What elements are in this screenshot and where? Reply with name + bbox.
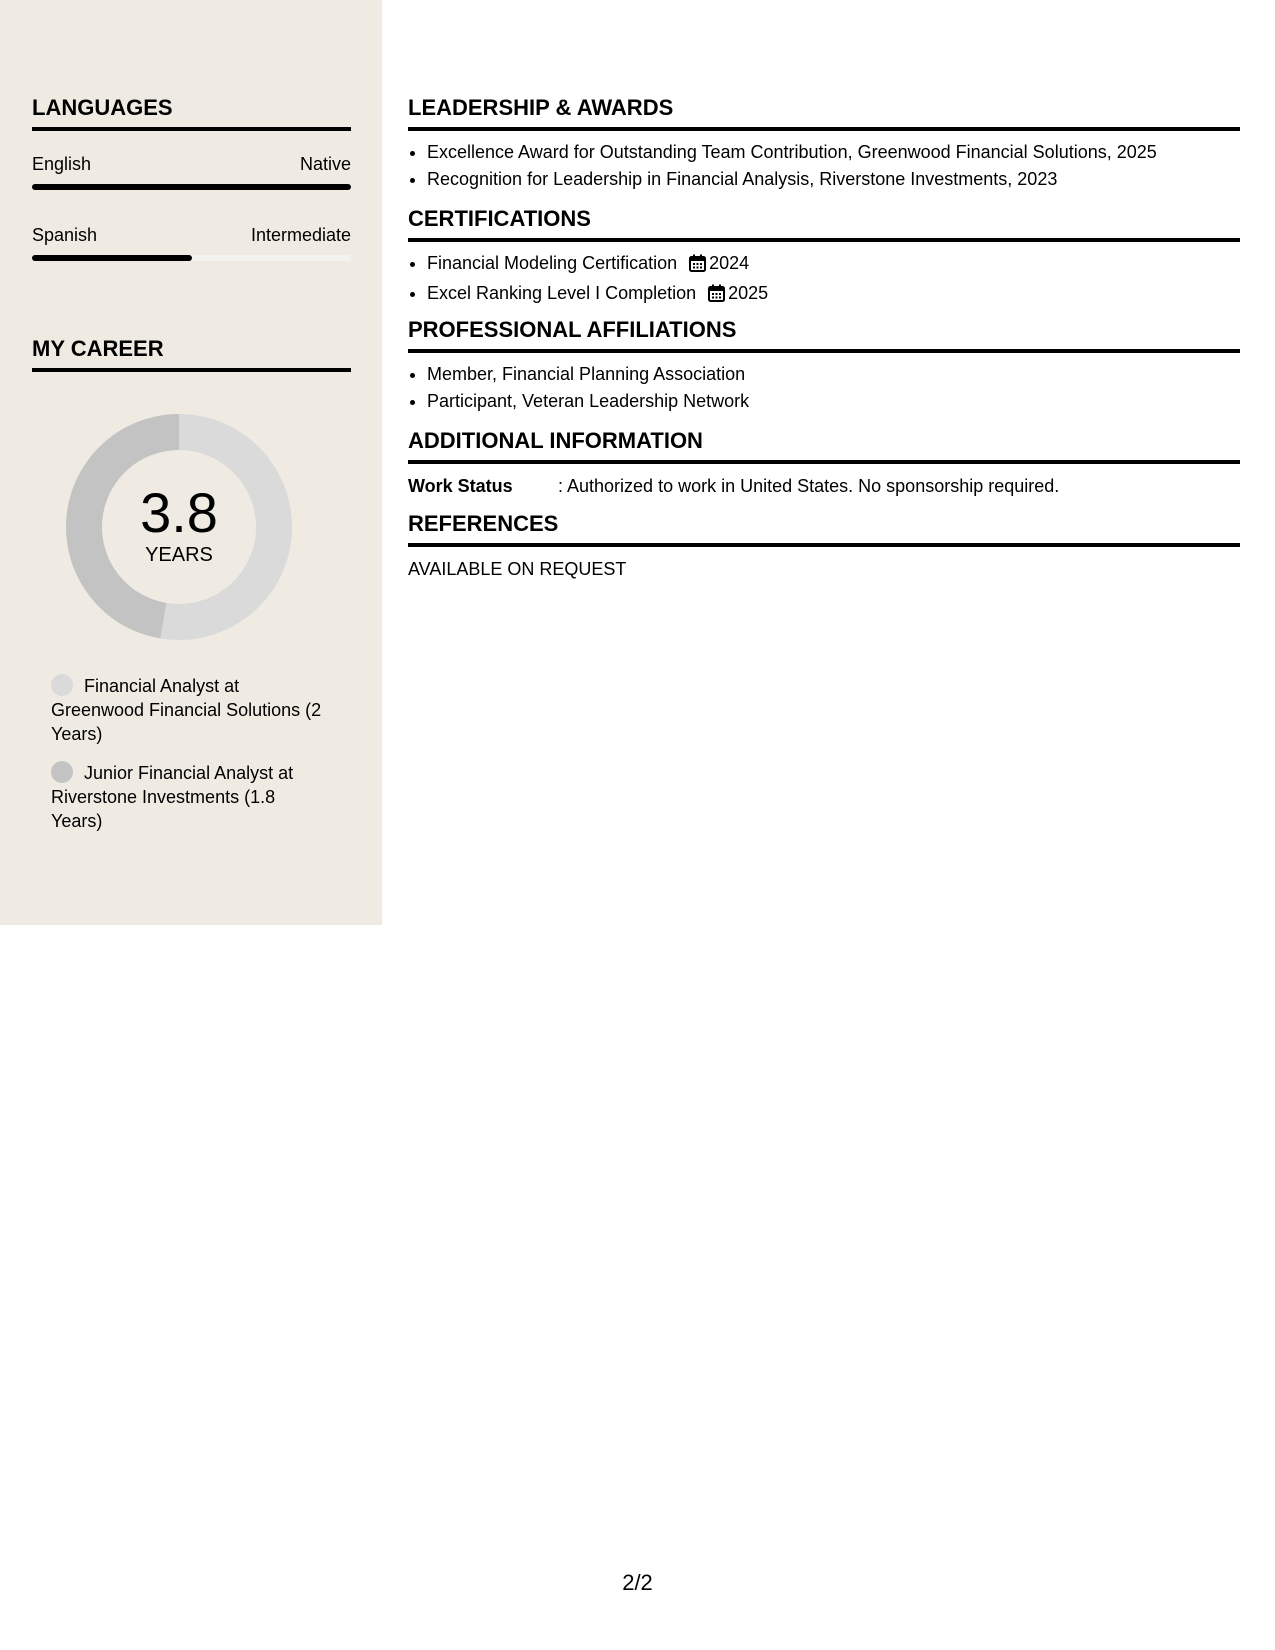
- calendar-icon: [689, 253, 706, 280]
- language-proficiency-bar: [32, 255, 351, 261]
- language-proficiency-fill: [32, 255, 192, 261]
- legend-dot-icon: [51, 761, 73, 783]
- certification-name: Excel Ranking Level I Completion: [427, 283, 697, 303]
- career-section: [32, 336, 351, 372]
- page-number: 2/2: [622, 1570, 653, 1595]
- language-item-spanish: [32, 224, 351, 261]
- language-level: Intermediate: [250, 225, 351, 245]
- affiliations-title: PROFESSIONAL AFFILIATIONS: [408, 317, 1240, 353]
- sidebar: [0, 0, 382, 925]
- certification-name: Financial Modeling Certification: [427, 253, 678, 273]
- career-title: MY CAREER: [32, 336, 351, 372]
- certification-year: 2024: [709, 253, 750, 273]
- certifications-list: [408, 250, 1240, 310]
- language-name: English: [32, 154, 92, 174]
- language-proficiency-bar: [32, 184, 351, 190]
- language-proficiency-fill: [32, 184, 351, 190]
- career-legend-item: [51, 674, 331, 746]
- certifications-title: CERTIFICATIONS: [408, 206, 1240, 242]
- work-status-label: Work Status: [408, 476, 513, 496]
- certification-year: 2025: [728, 283, 769, 303]
- leadership-section: [408, 95, 1240, 193]
- affiliations-section: [408, 317, 1240, 415]
- list-item: • Member, Financial Planning Association: [427, 361, 1240, 388]
- certifications-section: [408, 206, 1240, 310]
- additional-info-title: ADDITIONAL INFORMATION: [408, 428, 1240, 464]
- career-legend-label: Junior Financial Analyst at Riverstone Investments (1.8 Years): [51, 763, 294, 831]
- career-legend-label: Financial Analyst at Greenwood Financial Solutions (2 Years): [51, 676, 322, 744]
- language-name: Spanish: [32, 225, 98, 245]
- list-item: [427, 280, 1240, 310]
- language-level: Native: [299, 154, 351, 174]
- leadership-title: LEADERSHIP & AWARDS: [408, 95, 1240, 131]
- legend-dot-icon: [51, 674, 73, 696]
- leadership-list: [408, 139, 1240, 193]
- affiliations-list: [408, 361, 1240, 415]
- additional-info-section: [408, 428, 1240, 498]
- career-total-value: 3.8: [140, 481, 218, 544]
- language-item-english: [32, 153, 351, 190]
- list-item: • Recognition for Leadership in Financial Analysis, Riverstone Investments, 2023: [427, 166, 1240, 193]
- career-total-unit: YEARS: [145, 544, 213, 566]
- work-status-row: [408, 474, 1240, 498]
- languages-title: LANGUAGES: [32, 95, 351, 131]
- career-donut-chart: [66, 414, 292, 640]
- work-status-value: : Authorized to work in United States. No sponsorship required.: [558, 476, 1060, 496]
- references-text: AVAILABLE ON REQUEST: [408, 559, 627, 579]
- list-item: [427, 250, 1240, 280]
- calendar-icon: [708, 283, 725, 310]
- references-section: [408, 511, 1240, 581]
- career-legend-item: [51, 761, 331, 833]
- references-title: REFERENCES: [408, 511, 1240, 547]
- languages-section: [32, 95, 351, 261]
- list-item: • Excellence Award for Outstanding Team Contribution, Greenwood Financial Solutions, 2025: [427, 139, 1240, 166]
- donut-center-label: [66, 414, 292, 640]
- list-item: • Participant, Veteran Leadership Network: [427, 388, 1240, 415]
